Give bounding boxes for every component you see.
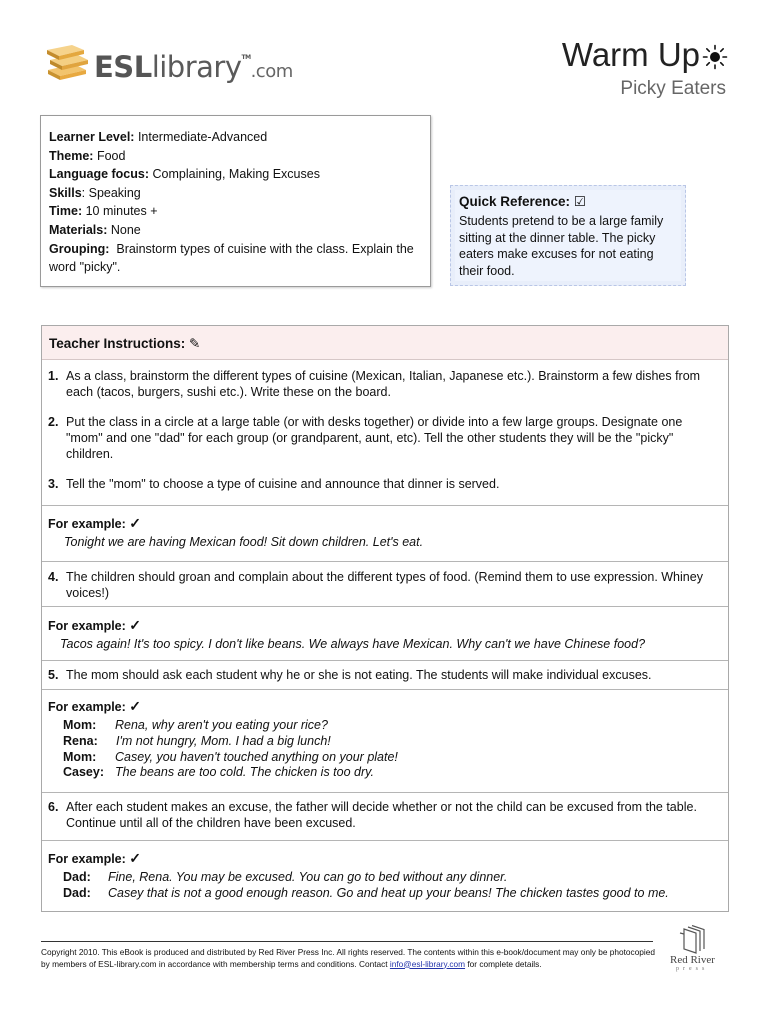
example-dialog-2 xyxy=(63,870,669,902)
divider xyxy=(42,840,728,841)
logo-suffix: .com xyxy=(250,61,293,82)
publisher-sub: press xyxy=(676,966,709,972)
skills: Skills: Speaking xyxy=(49,185,141,200)
dialog-line: Mom: Casey, you haven't touched anything on your plate! xyxy=(63,749,398,764)
divider xyxy=(42,606,728,607)
example-dialog-1 xyxy=(63,718,398,781)
step-6: 6. After each student makes an excuse, the father will decide whether or not the child can be excused from the table. Continue until all of the children have been excused. xyxy=(48,800,697,830)
lesson-info-box xyxy=(40,115,431,287)
learner-level: Learner Level: Intermediate-Advanced xyxy=(49,130,268,144)
dialog-line: Casey: The beans are too cold. The chicken is too dry. xyxy=(63,765,374,780)
step-1: 1. As a class, brainstorm the different types of cuisine (Mexican, Italian, Japanese etc.). Brainstorm a few dishes from each (tacos, burgers, sushi etc.). Write these on the board. xyxy=(48,369,701,399)
example-label-1: For example: ✓ xyxy=(48,515,142,531)
quick-reference-text: Students pretend to be a large family sitting at the dinner table. The picky eaters make excuses for not eating their food. xyxy=(459,214,664,278)
page-title: Warm Up xyxy=(561,36,700,73)
step-4: 4. The children should groan and complain about the different types of food. (Remind them to use expression. Whiney voices!) xyxy=(48,570,703,600)
checkbox-icon: ☑ xyxy=(573,194,586,209)
pencil-icon: ✎ xyxy=(189,336,201,351)
divider xyxy=(42,792,728,793)
divider xyxy=(42,505,728,506)
quick-reference-box xyxy=(450,185,686,286)
checkmark-icon: ✓ xyxy=(129,515,142,531)
copyright-notice: Copyright 2010. This eBook is produced and distributed by Red River Press Inc. All rights reserved. The contents within this e-book/document may only be photocopied by members of ESL-library.com in accordance with membership terms and conditions. Contact info@esl-library.com for complete details. xyxy=(41,947,655,969)
example-text-2: Tacos again! It's too spicy. I don't like beans. We always have Mexican. Why can't we have Chinese food? xyxy=(60,637,646,651)
logo-word: library xyxy=(151,50,242,84)
step-3: 3. Tell the "mom" to choose a type of cuisine and announce that dinner is served. xyxy=(48,477,500,491)
dialog-line: Rena: I'm not hungry, Mom. I had a big lunch! xyxy=(63,733,331,748)
books-icon xyxy=(44,44,90,90)
checkmark-icon: ✓ xyxy=(129,617,142,633)
dialog-line: Mom: Rena, why aren't you eating your rice? xyxy=(63,718,328,732)
sun-icon xyxy=(702,44,728,70)
esl-library-logo xyxy=(44,44,293,94)
quick-reference-title: Quick Reference: ☑ xyxy=(459,194,586,209)
publisher-name: Red River xyxy=(670,954,715,966)
grouping: Grouping: Brainstorm types of cuisine with the class. Explain the word "picky". xyxy=(49,241,414,275)
divider xyxy=(42,689,728,690)
example-label-2: For example: ✓ xyxy=(48,617,142,633)
example-label-3: For example: ✓ xyxy=(48,698,142,714)
time: Time: 10 minutes + xyxy=(49,204,158,219)
teacher-instructions-box xyxy=(41,325,729,912)
contact-email-link[interactable]: info@esl-library.com xyxy=(389,958,466,969)
divider xyxy=(42,660,728,661)
step-2: 2. Put the class in a circle at a large table (or with desks together) or divide into a few large groups. Designate one "mom" and one "dad" for each group (or grandparent, aunt, etc). Tell the other students they will be the "picky" children. xyxy=(48,415,683,461)
teacher-instructions-heading: Teacher Instructions: ✎ xyxy=(42,326,728,360)
page-subtitle: Picky Eaters xyxy=(620,78,726,99)
logo-tm: TM xyxy=(241,54,251,61)
divider xyxy=(42,561,728,562)
example-text-1: Tonight we are having Mexican food! Sit down children. Let's eat. xyxy=(64,535,424,549)
logo-brand: ESL xyxy=(94,50,152,84)
materials: Materials: None xyxy=(49,222,141,237)
footer-divider xyxy=(41,941,653,942)
step-5: 5. The mom should ask each student why he or she is not eating. The students will make individual excuses. xyxy=(48,668,652,682)
checkmark-icon: ✓ xyxy=(129,850,142,866)
dialog-line: Dad: Casey that is not a good enough reason. Go and heat up your beans! The chicken tastes good to me. xyxy=(63,885,669,900)
language-focus: Language focus: Complaining, Making Excuses xyxy=(49,167,320,182)
checkmark-icon: ✓ xyxy=(129,698,142,714)
theme: Theme: Food xyxy=(49,148,126,163)
example-label-4: For example: ✓ xyxy=(48,850,142,866)
dialog-line: Dad: Fine, Rena. You may be excused. You can go to bed without any dinner. xyxy=(63,870,508,884)
